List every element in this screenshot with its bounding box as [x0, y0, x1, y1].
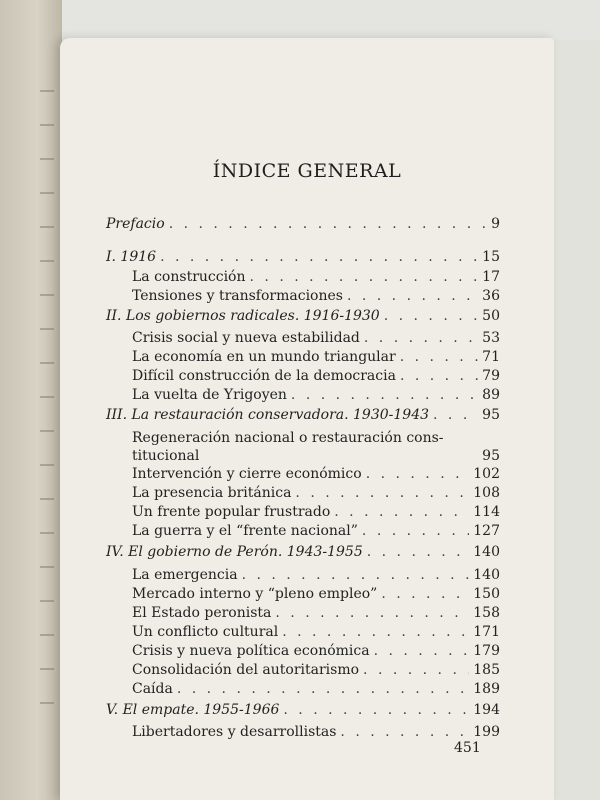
toc-leader-dots [242, 567, 470, 583]
toc-entry-label: Regeneración nacional o restauración cons- [132, 430, 444, 446]
toc-entry-prefacio [106, 216, 500, 232]
toc-entry-label: IV. El gobierno de Perón. 1943-1955 [106, 544, 363, 560]
toc-leader-dots [363, 662, 469, 678]
toc-entry-page: 185 [473, 662, 500, 678]
toc-section [106, 586, 500, 602]
toc-entry-label: I. 1916 [106, 249, 157, 265]
page-number: 451 [454, 740, 481, 756]
toc-entry-label: II. Los gobiernos radicales. 1916-1930 [106, 308, 380, 324]
toc-section [106, 368, 500, 384]
toc-section [106, 387, 500, 403]
toc-entry-page: 36 [482, 288, 500, 304]
toc-leader-dots [381, 586, 469, 602]
toc-entry-page: 150 [473, 586, 500, 602]
toc-entry-label: Un frente popular frustrado [132, 504, 331, 520]
toc-entry-page: 9 [491, 216, 500, 232]
toc-entry-page: 127 [473, 523, 500, 539]
toc-entry-label: III. La restauración conservadora. 1930-1943 [106, 407, 430, 423]
toc-entry-label: Caída [132, 681, 173, 697]
toc-entry-page: 71 [482, 349, 500, 365]
toc-section [106, 504, 500, 520]
toc-entry-label: Difícil construcción de la democracia [132, 368, 396, 384]
toc-entry-page: 53 [482, 330, 500, 346]
toc-leader-dots [362, 523, 469, 539]
toc-leader-dots [366, 466, 470, 482]
toc-entry-label: Un conflicto cultural [132, 624, 279, 640]
toc-section [106, 466, 500, 482]
toc-leader-dots [400, 368, 478, 384]
book-page [60, 38, 554, 800]
toc-section [106, 662, 500, 678]
toc-leader-dots [282, 624, 469, 640]
toc-entry-label: El Estado peronista [132, 605, 272, 621]
toc-leader-dots [384, 308, 478, 324]
toc-leader-dots [160, 249, 478, 265]
toc-entry-page: 140 [473, 567, 500, 583]
toc-entry-page: 95 [482, 448, 500, 464]
toc-section [106, 724, 500, 740]
toc-section [106, 330, 500, 346]
toc-entry-label: Intervención y cierre económico [132, 466, 362, 482]
toc-section [106, 605, 500, 621]
toc-entry-label: Prefacio [106, 216, 165, 232]
toc-leader-dots [283, 702, 469, 718]
toc-section [106, 624, 500, 640]
toc-leader-dots [334, 504, 469, 520]
toc-entry-page: 79 [482, 368, 500, 384]
toc-entry-page: 108 [473, 485, 500, 501]
background-surface-right [552, 40, 600, 800]
toc-entry-label: V. El empate. 1955-1966 [106, 702, 280, 718]
toc-chapter-2 [106, 308, 500, 324]
toc-entry-label: La emergencia [132, 567, 238, 583]
toc-section [106, 567, 500, 583]
toc-section [106, 643, 500, 659]
toc-section [106, 448, 500, 464]
toc-entry-label: Mercado interno y “pleno empleo” [132, 586, 378, 602]
toc-leader-dots [374, 643, 470, 659]
toc-entry-label: La vuelta de Yrigoyen [132, 387, 287, 403]
toc-entry-page: 179 [473, 643, 500, 659]
toc-leader-dots [340, 724, 469, 740]
toc-chapter-5 [106, 702, 500, 718]
toc-leader-dots [291, 387, 478, 403]
toc-entry-label: La guerra y el “frente nacional” [132, 523, 358, 539]
toc-entry-label: La presencia británica [132, 485, 292, 501]
toc-section [106, 681, 500, 697]
toc-entry-label: Crisis social y nueva estabilidad [132, 330, 360, 346]
toc-entry-label: Crisis y nueva política económica [132, 643, 370, 659]
toc-entry-label: La construcción [132, 269, 246, 285]
toc-leader-dots [295, 485, 469, 501]
toc-entry-label: Consolidación del autoritarismo [132, 662, 360, 678]
toc-leader-dots [364, 330, 478, 346]
toc-entry-page: 194 [473, 702, 500, 718]
toc-entry-label: titucional [132, 448, 200, 464]
toc-leader-dots [400, 349, 478, 365]
toc-section [106, 485, 500, 501]
toc-entry-label: La economía en un mundo triangular [132, 349, 396, 365]
toc-leader-dots [169, 216, 487, 232]
toc-section-line1 [106, 430, 500, 446]
toc-leader-dots [347, 288, 478, 304]
toc-chapter-4 [106, 544, 500, 560]
toc-section [106, 349, 500, 365]
toc-entry-page: 114 [473, 504, 500, 520]
toc-leader-dots [367, 544, 470, 560]
toc-leader-dots [177, 681, 469, 697]
toc-entry-label: Libertadores y desarrollistas [132, 724, 337, 740]
toc-entry-page: 89 [482, 387, 500, 403]
toc-section [106, 269, 500, 285]
toc-entry-page: 199 [473, 724, 500, 740]
toc-chapter-1 [106, 249, 500, 265]
toc-chapter-3 [106, 407, 500, 423]
toc-entry-page: 158 [473, 605, 500, 621]
toc-entry-page: 50 [482, 308, 500, 324]
toc-section [106, 288, 500, 304]
toc-entry-page: 140 [473, 544, 500, 560]
toc-leader-dots [250, 269, 479, 285]
toc-leader-dots [433, 407, 478, 423]
toc-entry-page: 17 [482, 269, 500, 285]
toc-entry-label: Tensiones y transformaciones [132, 288, 343, 304]
binding-stitches [40, 90, 54, 730]
toc-entry-page: 15 [482, 249, 500, 265]
toc-leader-dots [275, 605, 469, 621]
page-title: ÍNDICE GENERAL [212, 160, 402, 182]
toc-entry-page: 171 [473, 624, 500, 640]
toc-entry-page: 95 [482, 407, 500, 423]
toc-entry-page: 189 [473, 681, 500, 697]
toc-section [106, 523, 500, 539]
toc-entry-page: 102 [473, 466, 500, 482]
